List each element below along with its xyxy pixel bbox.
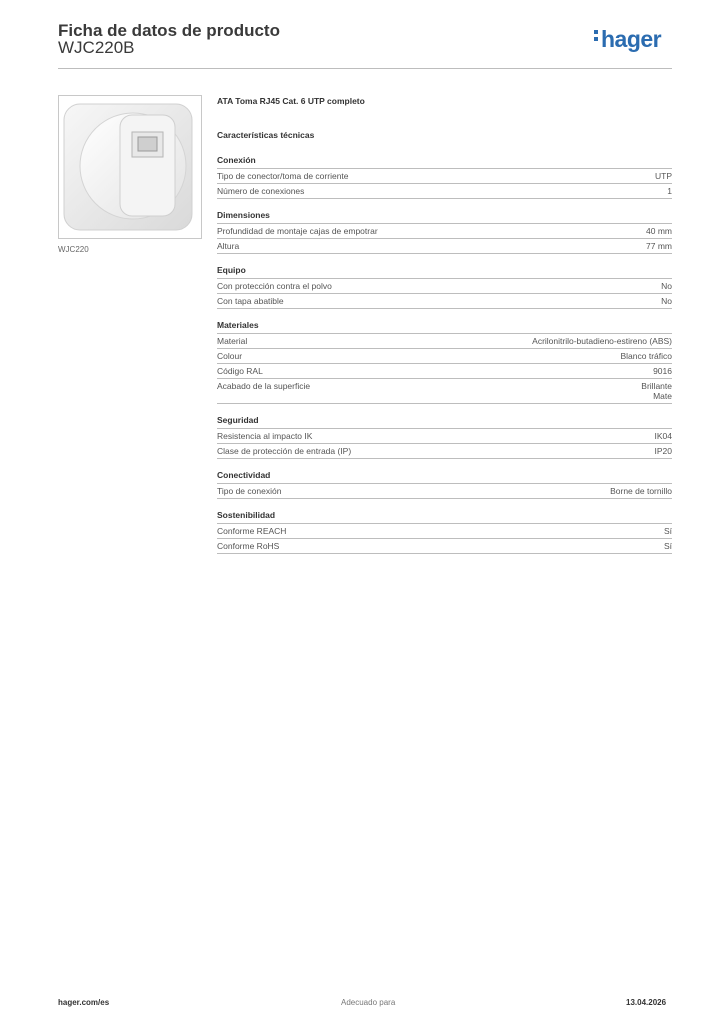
spec-value xyxy=(664,526,672,536)
image-caption: WJC220 xyxy=(58,245,89,254)
spec-group-title: Sostenibilidad xyxy=(217,510,276,520)
spec-row xyxy=(217,483,672,498)
spec-row xyxy=(217,183,672,198)
spec-value-line: 1 xyxy=(667,186,672,196)
spec-value-line: IP20 xyxy=(654,446,672,456)
spec-group-title: Conectividad xyxy=(217,470,271,480)
spec-value xyxy=(655,446,673,456)
page-title: Ficha de datos de producto xyxy=(58,21,280,40)
spec-row xyxy=(217,428,672,443)
spec-row xyxy=(217,348,672,363)
spec-label: Número de conexiones xyxy=(217,186,305,196)
spec-group-divider xyxy=(217,253,672,254)
spec-label: Tipo de conector/toma de corriente xyxy=(217,171,349,181)
product-name: ATA Toma RJ45 Cat. 6 UTP completo xyxy=(217,96,365,106)
spec-group xyxy=(217,320,672,404)
spec-group xyxy=(217,265,672,309)
spec-label: Código RAL xyxy=(217,366,263,376)
spec-row xyxy=(217,363,672,378)
spec-group xyxy=(217,155,672,199)
spec-value xyxy=(532,336,672,346)
product-code: WJC220B xyxy=(58,38,135,57)
spec-value-line: No xyxy=(661,296,672,306)
spec-label: Acabado de la superficie xyxy=(217,381,311,391)
spec-row xyxy=(217,238,672,253)
spec-value xyxy=(653,366,672,376)
section-title: Características técnicas xyxy=(217,130,315,140)
spec-row xyxy=(217,443,672,458)
spec-value xyxy=(661,281,672,291)
spec-value xyxy=(661,296,672,306)
spec-row xyxy=(217,293,672,308)
spec-value-line: IK04 xyxy=(654,431,672,441)
rj45-socket-illustration xyxy=(59,96,201,238)
spec-label: Altura xyxy=(217,241,240,251)
hager-logo xyxy=(594,28,661,51)
spec-label: Con protección contra el polvo xyxy=(217,281,332,291)
spec-group-title: Materiales xyxy=(217,320,259,330)
spec-group xyxy=(217,510,672,554)
spec-group-divider xyxy=(217,308,672,309)
spec-group-title: Equipo xyxy=(217,265,246,275)
logo-text: hager xyxy=(601,26,662,52)
spec-value xyxy=(667,186,672,196)
spec-group-divider xyxy=(217,498,672,499)
spec-group-divider xyxy=(217,553,672,554)
spec-groups xyxy=(217,155,672,554)
spec-group-title: Dimensiones xyxy=(217,210,270,220)
spec-group-divider xyxy=(217,458,672,459)
spec-value-line: 9016 xyxy=(653,366,672,376)
spec-label: Profundidad de montaje cajas de empotrar xyxy=(217,226,378,236)
spec-row xyxy=(217,223,672,238)
spec-value-line: Mate xyxy=(653,391,672,401)
product-image xyxy=(58,95,202,239)
spec-value xyxy=(655,171,672,181)
spec-value xyxy=(655,431,673,441)
spec-value xyxy=(664,541,672,551)
footer-date: 13.04.2026 xyxy=(626,998,667,1007)
spec-row xyxy=(217,278,672,293)
spec-value xyxy=(641,381,672,401)
spec-row xyxy=(217,378,672,403)
spec-value xyxy=(646,226,672,236)
spec-value-line: No xyxy=(661,281,672,291)
logo-dots-icon xyxy=(594,30,599,44)
header-divider xyxy=(58,68,672,69)
spec-value-line: 40 mm xyxy=(646,226,672,236)
spec-label: Con tapa abatible xyxy=(217,296,284,306)
spec-label: Resistencia al impacto IK xyxy=(217,431,313,441)
spec-value-line: Borne de tornillo xyxy=(610,486,672,496)
specs-panel xyxy=(217,96,672,554)
spec-value-line: 77 mm xyxy=(646,241,672,251)
spec-value-line: UTP xyxy=(655,171,672,181)
spec-value-line: Brillante xyxy=(641,381,672,391)
spec-value xyxy=(621,351,673,361)
spec-row xyxy=(217,168,672,183)
spec-row xyxy=(217,538,672,553)
spec-row xyxy=(217,523,672,538)
spec-group-divider xyxy=(217,198,672,199)
spec-label: Conforme REACH xyxy=(217,526,287,536)
spec-group-title: Seguridad xyxy=(217,415,259,425)
spec-value-line: Acrilonitrilo-butadieno-estireno (ABS) xyxy=(532,336,672,346)
spec-value-line: Sí xyxy=(663,541,672,551)
spec-group xyxy=(217,210,672,254)
spec-value xyxy=(646,241,672,251)
footer-website: hager.com/es xyxy=(58,998,110,1007)
footer-note: Adecuado para xyxy=(341,998,396,1007)
spec-group xyxy=(217,470,672,499)
spec-label: Tipo de conexión xyxy=(217,486,282,496)
spec-label: Material xyxy=(217,336,248,346)
spec-label: Clase de protección de entrada (IP) xyxy=(217,446,352,456)
spec-label: Colour xyxy=(217,351,243,361)
spec-value-line: Blanco tráfico xyxy=(620,351,672,361)
spec-group-title: Conexión xyxy=(217,155,256,165)
spec-label: Conforme RoHS xyxy=(217,541,280,551)
spec-row xyxy=(217,333,672,348)
spec-group xyxy=(217,415,672,459)
spec-value xyxy=(610,486,672,496)
spec-group-divider xyxy=(217,403,672,404)
spec-value-line: Sí xyxy=(663,526,672,536)
